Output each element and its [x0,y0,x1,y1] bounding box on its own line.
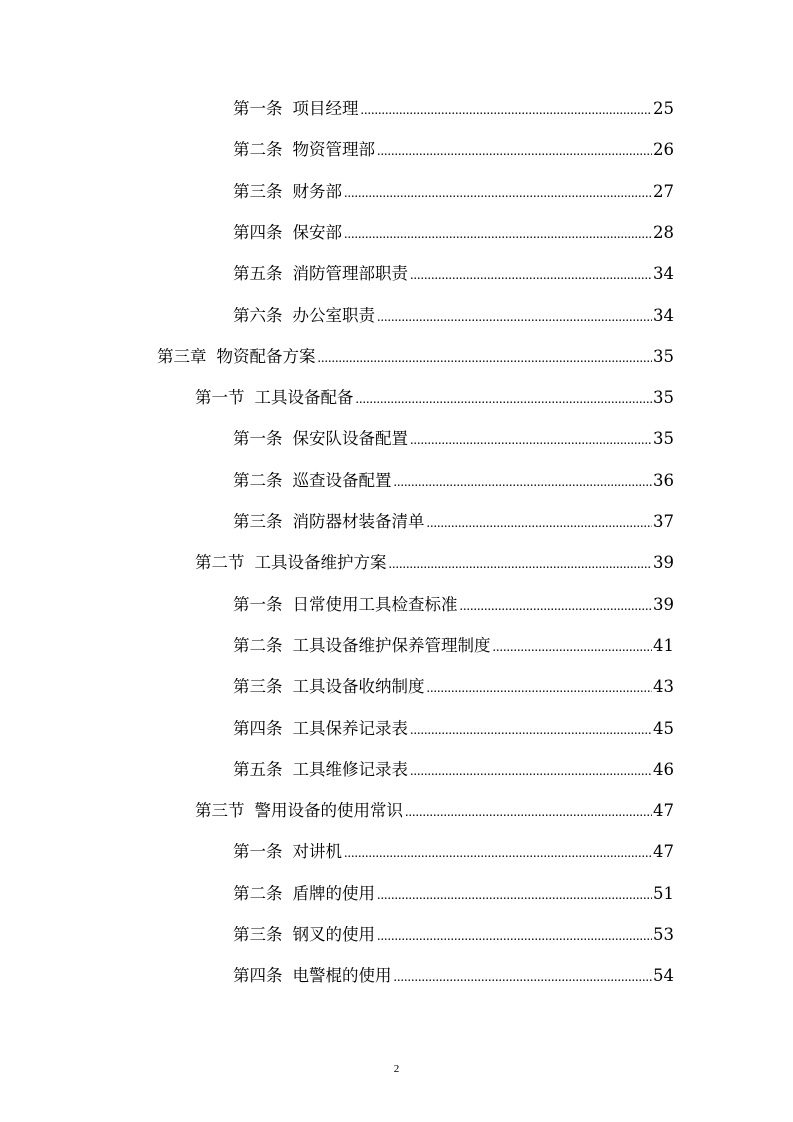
toc-entry-number: 第三条 [233,925,283,944]
toc-dot-leader [410,719,652,743]
toc-dot-leader [377,306,652,330]
toc-entry-page: 35 [653,388,674,408]
toc-entry-title: 财务部 [292,181,342,201]
toc-entry[interactable] [233,304,674,328]
toc-entry-page: 28 [653,222,674,242]
toc-entry-number: 第二条 [233,883,283,903]
toc-entry-number: 第三条 [233,677,283,697]
toc-entry-number: 第三章 [157,346,207,366]
toc-entry[interactable] [233,221,674,245]
toc-dot-leader [410,264,652,288]
toc-dot-leader [377,140,652,164]
toc-entry-number: 第一条 [233,99,283,118]
toc-entry-number: 第二节 [195,553,245,573]
toc-entry-page: 34 [653,264,674,284]
toc-dot-leader [356,388,653,412]
toc-entry-page: 43 [653,677,674,697]
toc-entry[interactable] [233,469,674,493]
toc-entry-number: 第四条 [233,222,283,242]
toc-dot-leader [410,429,652,453]
toc-dot-leader [361,99,653,123]
toc-dot-leader [344,842,652,866]
page-number: 2 [393,1063,400,1075]
toc-entry-title: 工具保养记录表 [292,718,408,738]
toc-dot-leader [377,925,652,949]
toc-entry-title: 工具设备维护保养管理制度 [292,635,491,655]
toc-dot-leader [344,223,652,247]
toc-entry-number: 第五条 [233,264,283,284]
toc-entry-number: 第一节 [195,388,245,408]
toc-entry[interactable] [233,882,674,906]
toc-entry[interactable] [233,138,674,162]
toc-entry[interactable] [233,510,674,534]
toc-entry[interactable] [233,758,674,782]
toc-entry-title: 物资配备方案 [216,346,316,366]
toc-entry[interactable] [233,923,674,947]
toc-dot-leader [394,471,653,495]
toc-entry[interactable] [233,593,674,617]
toc-entry[interactable] [233,634,674,658]
toc-entry-title: 电警棍的使用 [292,966,392,986]
toc-entry-number: 第六条 [233,305,283,325]
toc-entry-number: 第二条 [233,470,283,490]
toc-entry[interactable] [233,964,674,988]
toc-entry-title: 工具设备收纳制度 [292,677,425,697]
toc-entry-page: 26 [653,140,674,160]
toc-dot-leader [427,512,653,536]
toc-entry-page: 45 [653,718,674,738]
toc-entry-title: 工具设备维护方案 [254,553,387,573]
toc-entry-page: 39 [653,594,674,614]
toc-entry-title: 项目经理 [292,99,359,118]
toc-entry-page: 47 [653,842,674,862]
toc-entry-page: 54 [653,966,674,986]
toc-dot-leader [405,801,652,825]
toc-entry-title: 物资管理部 [292,140,375,160]
toc-entry-number: 第二条 [233,140,283,160]
toc-entry-page: 39 [653,553,674,573]
toc-entry-title: 警用设备的使用常识 [254,801,403,821]
toc-entry[interactable] [157,345,674,369]
toc-entry-title: 办公室职责 [292,305,375,325]
toc-entry-title: 对讲机 [292,842,342,862]
toc-entry[interactable] [195,551,674,575]
toc-dot-leader [410,760,652,784]
toc-entry-number: 第三节 [195,801,245,821]
toc-dot-leader [344,182,652,206]
toc-entry-number: 第三条 [233,512,283,531]
toc-entry-title: 保安部 [292,222,342,242]
toc-entry-page: 41 [653,635,674,655]
toc-dot-leader [394,966,653,990]
toc-dot-leader [318,347,653,371]
toc-entry[interactable] [233,675,674,699]
toc-entry-title: 工具维修记录表 [292,759,408,779]
toc-entry-page: 34 [653,305,674,325]
toc-entry[interactable] [233,262,674,286]
toc-entry-title: 消防器材装备清单 [292,512,425,531]
toc-entry[interactable] [195,386,674,410]
toc-entry-title: 消防管理部职责 [292,264,408,284]
toc-entry-number: 第一条 [233,842,283,862]
toc-entry[interactable] [195,799,674,823]
toc-entry-page: 51 [653,883,674,903]
toc-entry-number: 第四条 [233,966,283,986]
toc-dot-leader [377,884,652,908]
toc-entry-page: 25 [653,99,674,118]
toc-entry[interactable] [233,717,674,741]
toc-entry-page: 37 [653,512,674,531]
toc-entry[interactable] [233,840,674,864]
toc-entry-page: 47 [653,801,674,821]
toc-dot-leader [427,677,653,701]
toc-entry[interactable] [233,97,674,121]
toc-entry-number: 第一条 [233,429,283,449]
toc-entry-title: 保安队设备配置 [292,429,408,449]
toc-entry-number: 第四条 [233,718,283,738]
toc-entry-number: 第五条 [233,759,283,779]
toc-entry-title: 钢叉的使用 [292,925,375,944]
toc-entry[interactable] [233,427,674,451]
toc-entry-page: 35 [653,429,674,449]
toc-dot-leader [493,636,653,660]
toc-entry[interactable] [233,180,674,204]
toc-entry-title: 巡查设备配置 [292,470,392,490]
toc-entry-page: 46 [653,759,674,779]
toc-entry-page: 53 [653,925,674,944]
toc-entry-page: 36 [653,470,674,490]
toc-entry-number: 第二条 [233,635,283,655]
toc-entry-page: 35 [653,346,674,366]
toc-dot-leader [389,553,653,577]
toc-entry-page: 27 [653,181,674,201]
toc-entry-number: 第三条 [233,181,283,201]
toc-entry-title: 工具设备配备 [254,388,354,408]
toc-entry-title: 盾牌的使用 [292,883,375,903]
toc-entry-title: 日常使用工具检查标准 [292,594,458,614]
toc-dot-leader [460,595,653,619]
toc-entry-number: 第一条 [233,594,283,614]
